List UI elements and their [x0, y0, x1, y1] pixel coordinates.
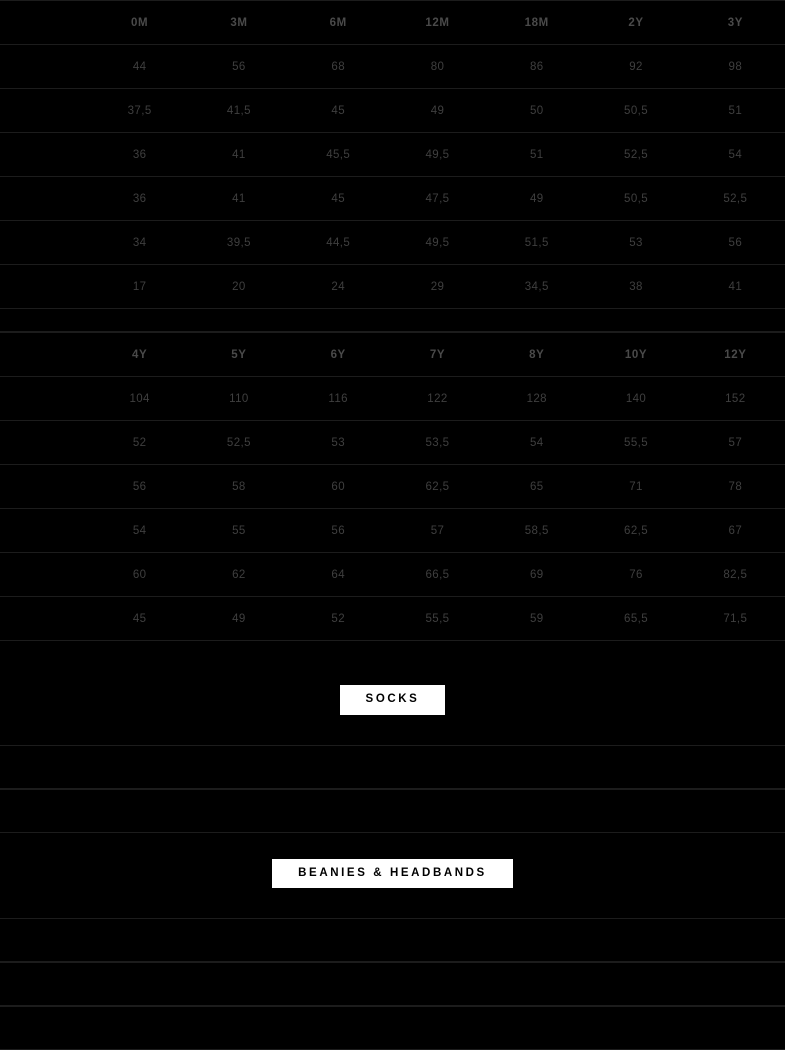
table-cell: 98: [686, 45, 785, 89]
row-label: [0, 221, 90, 265]
table-header-cell: 5Y: [189, 333, 288, 377]
table-header-cell: 12Y: [686, 333, 785, 377]
table-cell: 53: [586, 221, 685, 265]
table-header-cell: 4Y: [90, 333, 189, 377]
table-cell: 92: [586, 45, 685, 89]
beanies-banner-wrap: [0, 859, 785, 889]
table-row: [0, 553, 785, 597]
row-label: [0, 421, 90, 465]
table-cell: 66,5: [388, 553, 487, 597]
table-cell: 20: [189, 265, 288, 309]
table-cell: 56: [289, 509, 388, 553]
table-cell: 49,5: [388, 221, 487, 265]
table-cell: 52,5: [189, 421, 288, 465]
beanies-headbands-section-banner: BEANIES & HEADBANDS: [272, 859, 513, 889]
table-cell: 78: [686, 465, 785, 509]
table-cell: 54: [90, 509, 189, 553]
table-cell: 58,5: [487, 509, 586, 553]
baby-size-table-head: [0, 1, 785, 45]
table-cell: 49: [189, 597, 288, 641]
table-cell: 67: [686, 509, 785, 553]
table-cell: 51: [686, 89, 785, 133]
kids-size-table-head: [0, 333, 785, 377]
beanies-row: [0, 918, 785, 962]
row-label: [0, 553, 90, 597]
table-row: [0, 265, 785, 309]
table-cell: 104: [90, 377, 189, 421]
row-label: [0, 177, 90, 221]
table-header-cell: 18M: [487, 1, 586, 45]
table-cell: 54: [686, 133, 785, 177]
table-header-cell: 8Y: [487, 333, 586, 377]
table-cell: 56: [90, 465, 189, 509]
kids-size-table: [0, 332, 785, 641]
table-header-cell: 3M: [189, 1, 288, 45]
beanies-section-top-space: [0, 833, 785, 859]
table-cell: 140: [586, 377, 685, 421]
table-row: [0, 45, 785, 89]
table-cell: 49: [388, 89, 487, 133]
socks-rows: [0, 745, 785, 833]
baby-size-table-body: [0, 45, 785, 332]
table-cell: 152: [686, 377, 785, 421]
table-cell: 41: [686, 265, 785, 309]
table-cell: 36: [90, 177, 189, 221]
table-cell: 52: [90, 421, 189, 465]
table-cell: 45: [90, 597, 189, 641]
beanies-rows: [0, 918, 785, 1050]
table-row: [0, 177, 785, 221]
table-cell: 34,5: [487, 265, 586, 309]
table-cell: 55: [189, 509, 288, 553]
row-label: [0, 45, 90, 89]
row-label: [0, 509, 90, 553]
table-cell: 50,5: [586, 89, 685, 133]
table-cell: 128: [487, 377, 586, 421]
table-row: [0, 597, 785, 641]
table-header-cell: 10Y: [586, 333, 685, 377]
table-cell: 76: [586, 553, 685, 597]
beanies-row: [0, 1006, 785, 1050]
table-header-row: [0, 333, 785, 377]
table-cell: 122: [388, 377, 487, 421]
table-cell: 41,5: [189, 89, 288, 133]
socks-banner-bottom-space: [0, 715, 785, 745]
table-cell: 37,5: [90, 89, 189, 133]
table-cell: 38: [586, 265, 685, 309]
table-cell: 50: [487, 89, 586, 133]
table-cell: 55,5: [388, 597, 487, 641]
table-spacer-cell: [0, 309, 785, 332]
row-label: [0, 465, 90, 509]
table-cell: 56: [686, 221, 785, 265]
table-cell: 62,5: [586, 509, 685, 553]
table-cell: 53,5: [388, 421, 487, 465]
table-cell: 62,5: [388, 465, 487, 509]
table-row: [0, 465, 785, 509]
row-label: [0, 265, 90, 309]
table-row: [0, 89, 785, 133]
table-cell: 86: [487, 45, 586, 89]
table-cell: 44: [90, 45, 189, 89]
table-cell: 80: [388, 45, 487, 89]
table-header-cell: 12M: [388, 1, 487, 45]
table-cell: 64: [289, 553, 388, 597]
table-cell: 45: [289, 177, 388, 221]
table-cell: 51,5: [487, 221, 586, 265]
table-cell: 56: [189, 45, 288, 89]
row-label: [0, 597, 90, 641]
table-cell: 69: [487, 553, 586, 597]
table-cell: 57: [388, 509, 487, 553]
row-label: [0, 89, 90, 133]
table-cell: 55,5: [586, 421, 685, 465]
table-cell: 45,5: [289, 133, 388, 177]
table-cell: 59: [487, 597, 586, 641]
beanies-row: [0, 962, 785, 1006]
table-cell: 39,5: [189, 221, 288, 265]
table-cell: 65,5: [586, 597, 685, 641]
socks-row: [0, 789, 785, 833]
table-header-cell: 6Y: [289, 333, 388, 377]
table-cell: 34: [90, 221, 189, 265]
baby-size-table: [0, 0, 785, 332]
kids-size-table-body: [0, 377, 785, 641]
table-header-cell: 2Y: [586, 1, 685, 45]
table-header-cell: 0M: [90, 1, 189, 45]
table-cell: 110: [189, 377, 288, 421]
table-cell: 62: [189, 553, 288, 597]
table-cell: 50,5: [586, 177, 685, 221]
table-row: [0, 509, 785, 553]
table-cell: 68: [289, 45, 388, 89]
table-cell: 65: [487, 465, 586, 509]
table-cell: 51: [487, 133, 586, 177]
table-header-cell: [0, 1, 90, 45]
table-spacer-row: [0, 309, 785, 332]
table-cell: 116: [289, 377, 388, 421]
table-cell: 44,5: [289, 221, 388, 265]
table-cell: 41: [189, 177, 288, 221]
row-label: [0, 377, 90, 421]
table-cell: 52,5: [586, 133, 685, 177]
table-cell: 49: [487, 177, 586, 221]
table-row: [0, 221, 785, 265]
table-cell: 47,5: [388, 177, 487, 221]
table-cell: 71: [586, 465, 685, 509]
beanies-banner-bottom-space: [0, 888, 785, 918]
table-cell: 58: [189, 465, 288, 509]
table-cell: 60: [289, 465, 388, 509]
socks-row: [0, 745, 785, 789]
table-cell: 41: [189, 133, 288, 177]
table-row: [0, 133, 785, 177]
socks-banner-wrap: [0, 685, 785, 715]
table-cell: 29: [388, 265, 487, 309]
table-cell: 52: [289, 597, 388, 641]
table-row: [0, 421, 785, 465]
table-cell: 71,5: [686, 597, 785, 641]
table-cell: 52,5: [686, 177, 785, 221]
socks-section-banner: SOCKS: [340, 685, 446, 715]
table-cell: 82,5: [686, 553, 785, 597]
table-cell: 54: [487, 421, 586, 465]
table-header-cell: 7Y: [388, 333, 487, 377]
table-header-cell: 6M: [289, 1, 388, 45]
table-header-cell: [0, 333, 90, 377]
table-cell: 45: [289, 89, 388, 133]
table-cell: 53: [289, 421, 388, 465]
table-cell: 36: [90, 133, 189, 177]
table-cell: 49,5: [388, 133, 487, 177]
row-label: [0, 133, 90, 177]
table-cell: 60: [90, 553, 189, 597]
table-row: [0, 377, 785, 421]
table-header-row: [0, 1, 785, 45]
socks-section-top-space: [0, 641, 785, 685]
table-cell: 24: [289, 265, 388, 309]
table-cell: 17: [90, 265, 189, 309]
table-header-cell: 3Y: [686, 1, 785, 45]
table-cell: 57: [686, 421, 785, 465]
